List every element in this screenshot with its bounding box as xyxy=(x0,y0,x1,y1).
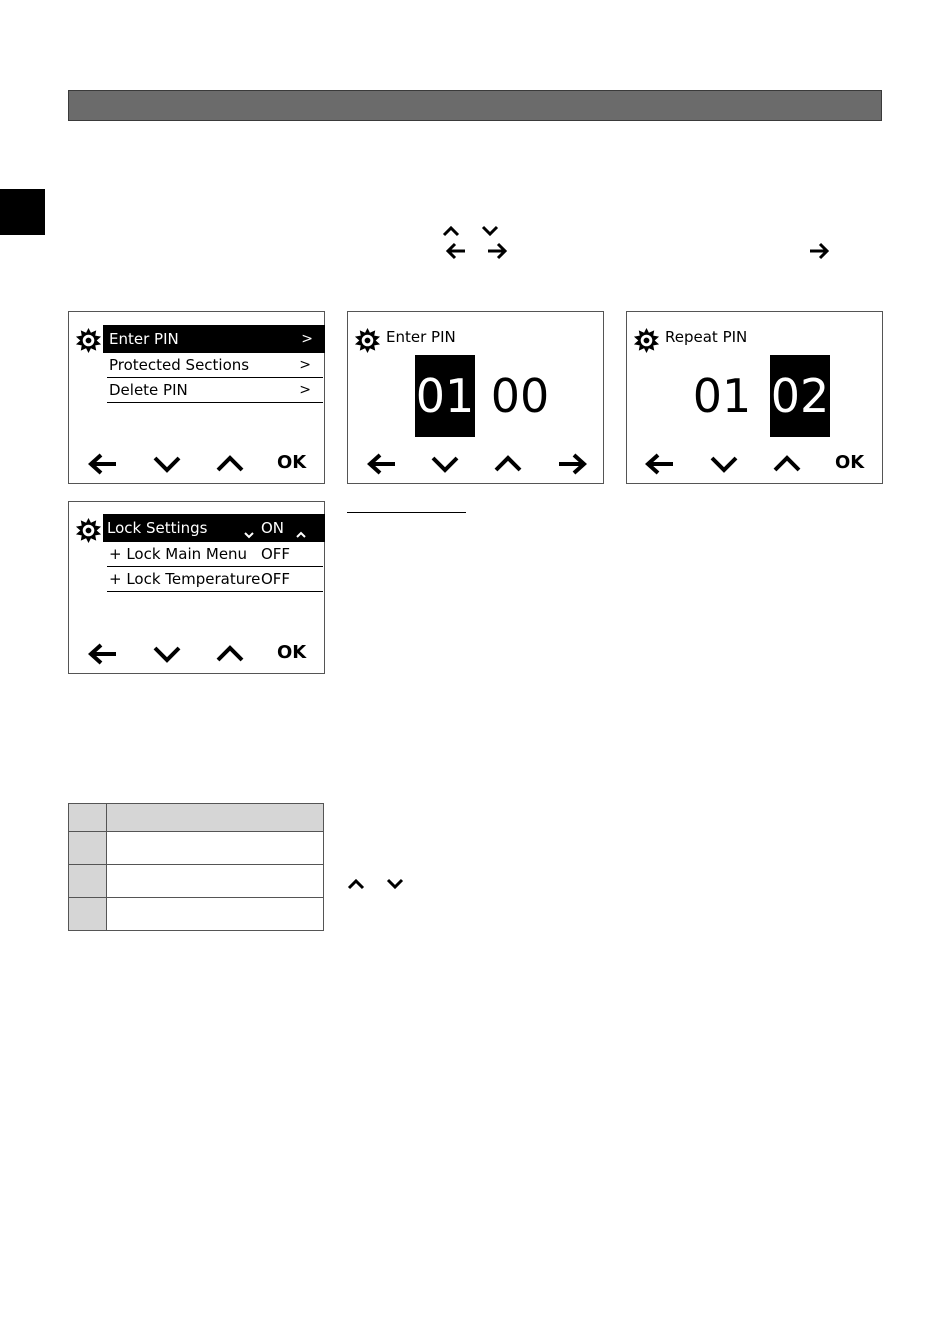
chapter-side-tab xyxy=(0,189,45,235)
menu-item-label: Protected Sections xyxy=(109,356,250,374)
down-button[interactable] xyxy=(425,451,465,477)
chevron-up-icon xyxy=(440,222,462,240)
pin-digit-field-2[interactable]: 02 xyxy=(770,355,830,437)
enter-pin-screen xyxy=(347,311,604,484)
screen-title: Enter PIN xyxy=(386,328,456,346)
table-cell xyxy=(107,865,324,898)
gear-icon xyxy=(633,327,660,354)
pin-digit-field-1[interactable]: 01 xyxy=(415,355,475,437)
chevron-up-icon xyxy=(345,875,367,893)
menu-item-lock-main-menu[interactable] xyxy=(107,542,323,567)
menu-item-chevron: > xyxy=(299,357,311,373)
gear-icon xyxy=(75,327,102,354)
menu-item-label: + Lock Temperature xyxy=(109,570,261,588)
up-button[interactable] xyxy=(767,451,807,477)
ok-button[interactable]: OK xyxy=(835,452,865,473)
table-row xyxy=(69,832,324,865)
menu-item-value: OFF xyxy=(261,545,291,563)
down-button[interactable] xyxy=(147,641,187,667)
gear-icon xyxy=(75,517,102,544)
repeat-pin-screen xyxy=(626,311,883,484)
ok-button[interactable]: OK xyxy=(277,642,307,663)
table-cell xyxy=(107,898,324,931)
menu-item-chevron: > xyxy=(299,382,311,398)
up-button[interactable] xyxy=(488,451,528,477)
chevron-down-icon xyxy=(243,522,255,534)
table-cell xyxy=(107,804,324,832)
menu-item-lock-temperature[interactable] xyxy=(107,567,323,592)
arrow-left-icon xyxy=(445,242,467,260)
chevron-down-icon xyxy=(384,875,406,893)
pin-digit-field-2[interactable]: 00 xyxy=(490,369,550,423)
down-button[interactable] xyxy=(147,451,187,477)
menu-item-chevron: > xyxy=(301,331,313,347)
back-button[interactable] xyxy=(362,451,402,477)
up-button[interactable] xyxy=(210,641,250,667)
up-button[interactable] xyxy=(210,451,250,477)
menu-item-enter-pin[interactable] xyxy=(103,325,325,353)
table-cell xyxy=(69,832,107,865)
menu-item-label: Enter PIN xyxy=(109,330,179,348)
next-button[interactable] xyxy=(552,451,592,477)
pin-digit-field-1[interactable]: 01 xyxy=(692,369,752,423)
table-row xyxy=(69,898,324,931)
table-row xyxy=(69,865,324,898)
arrow-right-icon xyxy=(486,242,508,260)
chevron-down-icon xyxy=(479,222,501,240)
pin-menu-screen xyxy=(68,311,325,484)
down-button[interactable] xyxy=(704,451,744,477)
back-button[interactable] xyxy=(640,451,680,477)
section-header-bar xyxy=(68,90,882,121)
menu-item-delete-pin[interactable] xyxy=(107,378,323,403)
menu-item-value: OFF xyxy=(261,570,291,588)
footnote-rule xyxy=(347,512,466,513)
gear-icon xyxy=(354,327,381,354)
menu-item-label: + Lock Main Menu xyxy=(109,545,248,563)
table-cell xyxy=(69,898,107,931)
lock-settings-value: ON xyxy=(261,519,285,537)
menu-item-label: Lock Settings xyxy=(107,519,208,537)
table-cell xyxy=(69,804,107,832)
menu-item-lock-settings[interactable] xyxy=(103,514,325,542)
back-button[interactable] xyxy=(83,641,123,667)
ok-button[interactable]: OK xyxy=(277,452,307,473)
table-cell xyxy=(69,865,107,898)
arrow-right-icon xyxy=(808,242,830,260)
table-cell xyxy=(107,832,324,865)
table-header-row xyxy=(69,804,324,832)
back-button[interactable] xyxy=(83,451,123,477)
menu-item-protected-sections[interactable] xyxy=(107,353,323,378)
menu-item-label: Delete PIN xyxy=(109,381,188,399)
legend-table xyxy=(68,803,324,931)
lock-settings-screen xyxy=(68,501,325,674)
chevron-up-icon xyxy=(295,522,307,534)
screen-title: Repeat PIN xyxy=(665,328,748,346)
